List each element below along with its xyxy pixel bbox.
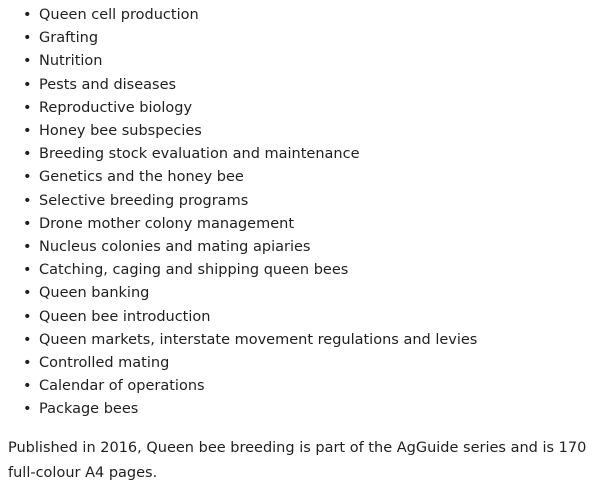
list-item [0,375,613,398]
topic-list [0,4,613,422]
bullet-icon: • [23,99,32,116]
bullet-icon: • [23,331,32,348]
list-item [0,166,613,189]
bullet-icon: • [23,215,32,232]
bullet-icon: • [23,53,32,70]
list-item [0,190,613,213]
list-item-label: Queen bee introduction [39,308,211,325]
bullet-icon: • [23,76,32,93]
closing-paragraph: Published in 2016, Queen bee breeding is part of the AgGuide series and is 170 full-colour A4 pages. [8,439,587,481]
list-item [0,143,613,166]
list-item [0,306,613,329]
list-item-label: Genetics and the honey bee [39,169,244,186]
bullet-icon: • [23,30,32,47]
bullet-icon: • [23,401,32,418]
list-item-label: Controlled mating [39,355,170,372]
list-item-label: Nutrition [39,53,103,70]
list-item [0,4,613,27]
bullet-icon: • [23,378,32,395]
bullet-icon: • [23,7,32,23]
list-item [0,352,613,375]
list-item [0,213,613,236]
bullet-icon: • [23,169,32,186]
list-item [0,74,613,97]
bullet-icon: • [23,146,32,163]
list-item [0,97,613,120]
bullet-icon: • [23,285,32,302]
list-item [0,259,613,282]
list-item-label: Honey bee subspecies [39,123,202,140]
bullet-icon: • [23,262,32,279]
list-item-label: Queen markets, interstate movement regulations and levies [39,331,478,348]
list-item-label: Selective breeding programs [39,192,249,209]
bullet-icon: • [23,239,32,256]
list-item-label: Calendar of operations [39,378,205,395]
list-item-label: Catching, caging and shipping queen bees [39,262,349,279]
list-item [0,120,613,143]
list-item-label: Reproductive biology [39,99,193,116]
list-item-label: Package bees [39,401,139,418]
bullet-icon: • [23,192,32,209]
list-item [0,236,613,259]
list-item-label: Queen banking [39,285,150,302]
list-item-label: Nucleus colonies and mating apiaries [39,239,311,256]
bullet-icon: • [23,355,32,372]
list-item-label: Pests and diseases [39,76,177,93]
list-item [0,282,613,305]
list-item-label: Drone mother colony management [39,215,295,232]
list-item [0,27,613,50]
list-item [0,329,613,352]
list-item [0,50,613,73]
list-item-label: Grafting [39,30,99,47]
list-item-label: Breeding stock evaluation and maintenance [39,146,360,163]
bullet-icon: • [23,123,32,140]
bullet-icon: • [23,308,32,325]
list-item [0,398,613,421]
list-item-label: Queen cell production [39,7,199,23]
